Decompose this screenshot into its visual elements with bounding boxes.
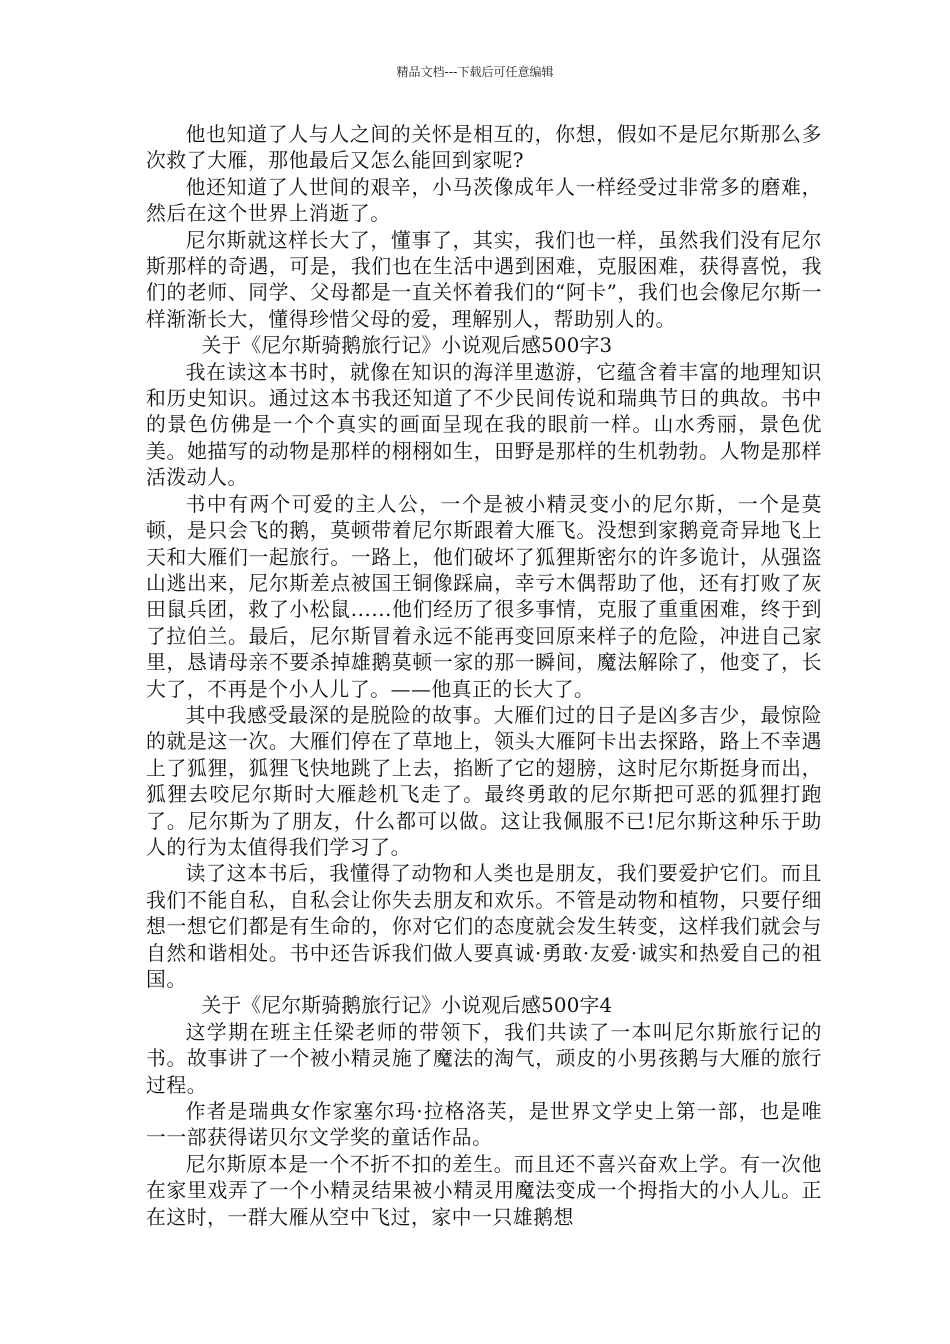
paragraph: 这学期在班主任梁老师的带领下，我们共读了一本叫尼尔斯旅行记的书。故事讲了一个被小精灵施了魔法的淘气，顽皮的小男孩鹅与大雁的旅行过程。 bbox=[146, 1020, 822, 1097]
paragraph: 我在读这本书时，就像在知识的海洋里遨游，它蕴含着丰富的地理知识和历史知识。通过这本书我还知道了不少民间传说和瑞典节日的典故。书中的景色仿佛是一个个真实的画面呈现在我的眼前一样。山水秀丽，景色优美。她描写的动物是那样的栩栩如生，田野是那样的生机勃勃。人物是那样活泼动人。 bbox=[146, 360, 822, 490]
paragraph: 尼尔斯原本是一个不折不扣的差生。而且还不喜兴奋欢上学。有一次他在家里戏弄了一个小精灵结果被小精灵用魔法变成一个拇指大的小人儿。正在这时，一群大雁从空中飞过，家中一只雄鹅想 bbox=[146, 1152, 822, 1229]
paragraph: 尼尔斯就这样长大了，懂事了，其实，我们也一样，虽然我们没有尼尔斯那样的奇遇，可是，我们也在生活中遇到困难，克服困难，获得喜悦，我们的老师、同学、父母都是一直关怀着我们的“阿卡”，我们也会像尼尔斯一样渐渐长大，懂得珍惜父母的爱，理解别人，帮助别人的。 bbox=[146, 228, 822, 331]
paragraph: 读了这本书后，我懂得了动物和人类也是朋友，我们要爱护它们。而且我们不能自私，自私会让你失去朋友和欢乐。不管是动物和植物，只要仔细想一想它们都是有生命的，你对它们的态度就会发生转变，这样我们就会与自然和谐相处。书中还告诉我们做人要真诚·勇敢·友爱·诚实和热爱自己的祖国。 bbox=[146, 862, 822, 991]
page-header: 精品文档---下载后可任意编辑 bbox=[396, 65, 554, 79]
document-body bbox=[146, 122, 822, 1231]
paragraph: 其中我感受最深的是脱险的故事。大雁们过的日子是凶多吉少，最惊险的就是这一次。大雁们停在了草地上，领头大雁阿卡出去探路，路上不幸遇上了狐狸，狐狸飞快地跳了上去，掐断了它的翅膀，这时尼尔斯挺身而出，狐狸去咬尼尔斯时大雁趁机飞走了。最终勇敢的尼尔斯把可恶的狐狸打跑了。尼尔斯为了朋友，什么都可以做。这让我佩服不已!尼尔斯这种乐于助人的行为太值得我们学习了。 bbox=[146, 703, 822, 859]
paragraph: 书中有两个可爱的主人公，一个是被小精灵变小的尼尔斯，一个是莫顿，是只会飞的鹅，莫顿带着尼尔斯跟着大雁飞。没想到家鹅竟奇异地飞上天和大雁们一起旅行。一路上，他们破坏了狐狸斯密尔的许多诡计，从强盗山逃出来，尼尔斯差点被国王铜像踩扁，幸亏木偶帮助了他，还有打败了灰田鼠兵团，救了小松鼠......他们经历了很多事情，克服了重重困难，终于到了拉伯兰。最后，尼尔斯冒着永远不能再变回原来样子的危险，冲进自己家里，恳请母亲不要杀掉雄鹅莫顿一家的那一瞬间，魔法解除了，他变了，长大了，不再是个小人儿了。——他真正的长大了。 bbox=[146, 492, 822, 701]
section-title: 关于《尼尔斯骑鹅旅行记》小说观后感500字3 bbox=[201, 334, 613, 358]
section-title: 关于《尼尔斯骑鹅旅行记》小说观后感500字4 bbox=[201, 994, 613, 1018]
paragraph: 他还知道了人世间的艰辛，小马茨像成年人一样经受过非常多的磨难，然后在这个世界上消逝了。 bbox=[146, 175, 822, 226]
paragraph: 他也知道了人与人之间的关怀是相互的，你想，假如不是尼尔斯那么多次救了大雁，那他最后又怎么能回到家呢? bbox=[146, 123, 822, 173]
paragraph: 作者是瑞典女作家塞尔玛·拉格洛芙，是世界文学史上第一部，也是唯一一部获得诺贝尔文学奖的童话作品。 bbox=[146, 1100, 822, 1150]
